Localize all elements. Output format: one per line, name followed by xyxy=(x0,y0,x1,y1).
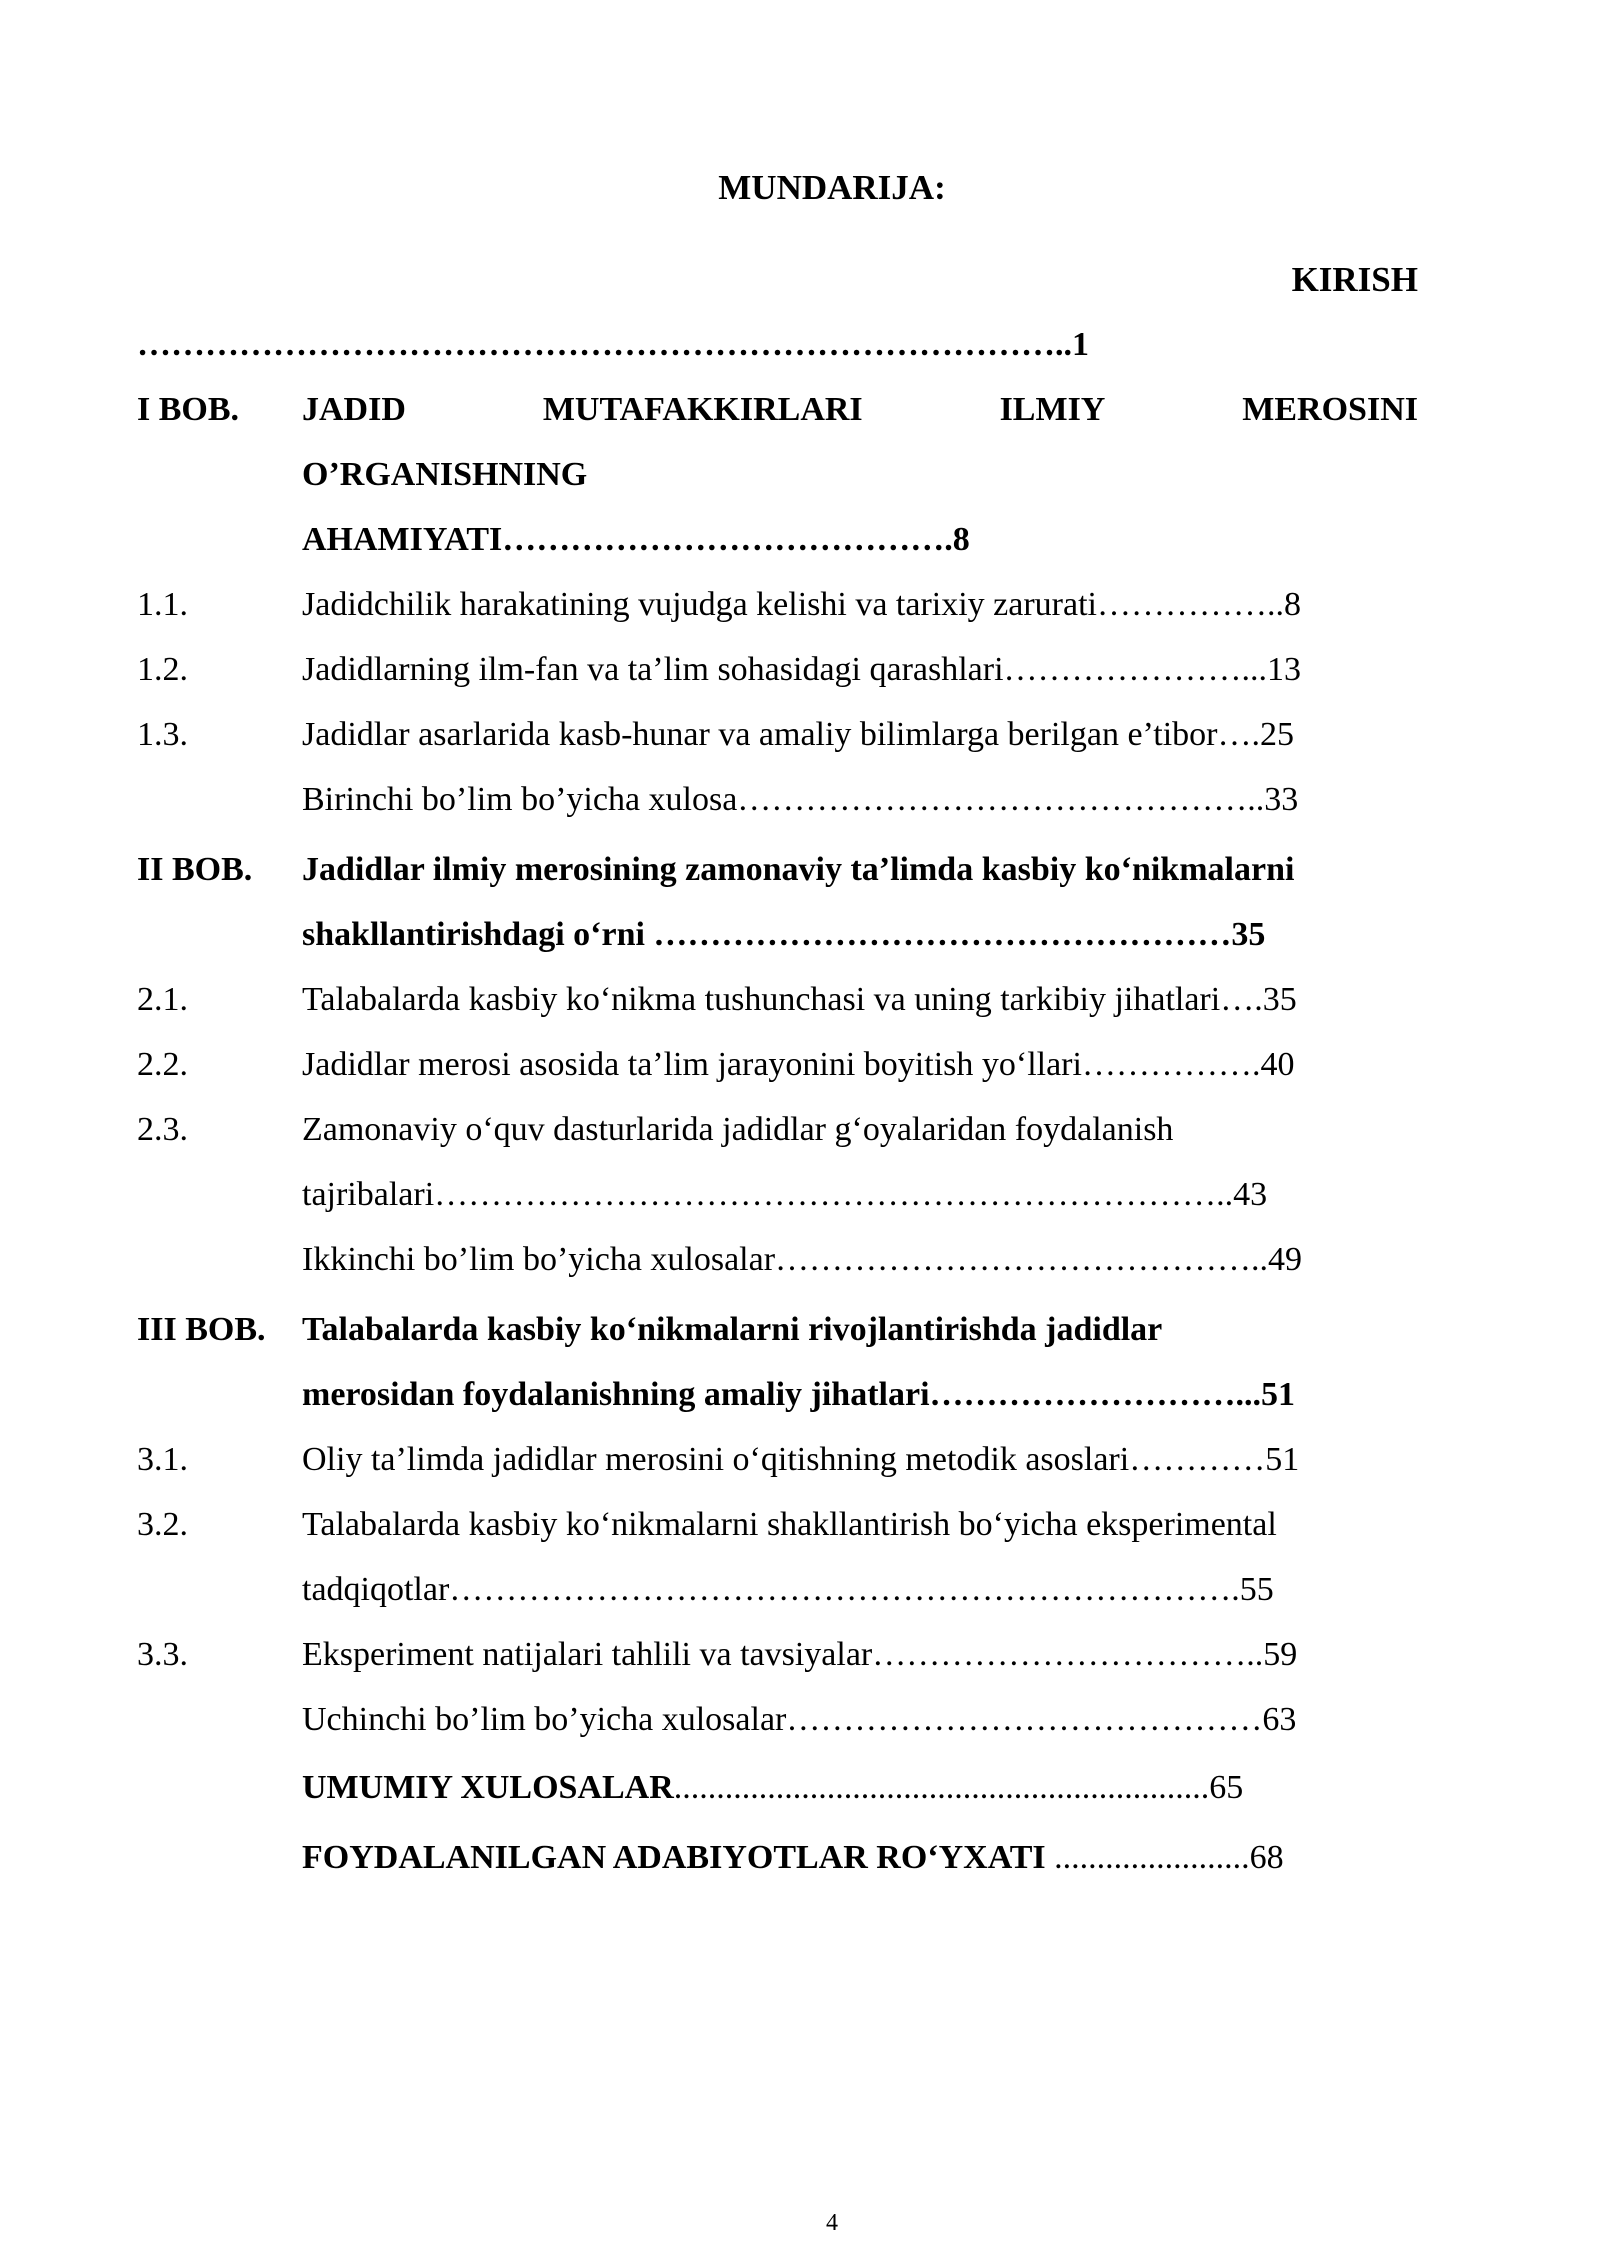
toc-entry-text: Jadidlar asarlarida kasb-hunar va amaliy bilimlarga berilgan e’tibor….25 xyxy=(302,716,1294,753)
toc-entry-text: Jadidlar merosi asosida ta’lim jarayonini boyitish yo‘llari…………….40 xyxy=(302,1046,1295,1083)
toc-conclusions-leader: ...............................................................65 xyxy=(673,1769,1244,1806)
toc-chapter-3-title-line1: Talabalarda kasbiy ko‘nikmalarni rivojlantirishda jadidlar xyxy=(302,1311,1163,1348)
toc-entry-number: 1.3. xyxy=(137,716,188,753)
toc-chapter-1-title-line3: AHAMIYATI………………………………….8 xyxy=(302,521,970,558)
toc-entry-text: Zamonaviy o‘quv dasturlarida jadidlar g‘oyalaridan foydalanish xyxy=(302,1111,1174,1148)
toc-entry-number: 3.2. xyxy=(137,1506,188,1543)
toc-chapter-1-word: ILMIY xyxy=(999,391,1106,428)
toc-entry-text: tajribalari……………………………………………………………..43 xyxy=(302,1176,1268,1213)
toc-chapter-3-title-line2: merosidan foydalanishning amaliy jihatlari………………………...51 xyxy=(302,1376,1296,1413)
toc-conclusions-label: UMUMIY XULOSALAR xyxy=(302,1769,674,1806)
toc-entry-text: tadqiqotlar…………………………………………………………….55 xyxy=(302,1571,1274,1608)
toc-chapter-2-number: II BOB. xyxy=(137,851,253,888)
toc-chapter-3-number: III BOB. xyxy=(137,1311,266,1348)
toc-references xyxy=(302,1838,1284,1878)
toc-chapter-1-word: MUTAFAKKIRLARI xyxy=(542,391,863,428)
toc-chapter-1-word: MEROSINI xyxy=(1242,391,1418,428)
toc-entry-text: Jadidchilik harakatining vujudga kelishi va tarixiy zarurati……………..8 xyxy=(302,586,1301,623)
toc-chapter-2-title-line2: shakllantirishdagi o‘rni ……………………………………………35 xyxy=(302,916,1266,953)
toc-entry-number: 3.3. xyxy=(137,1636,188,1673)
toc-entry-text: Jadidlarning ilm-fan va ta’lim sohasidagi qarashlari…………………...13 xyxy=(302,651,1302,688)
toc-chapter-1-word: JADID xyxy=(302,391,406,428)
toc-entry-text: Ikkinchi bo’lim bo’yicha xulosalar……………………………………..49 xyxy=(302,1241,1303,1278)
toc-conclusions xyxy=(302,1768,1243,1808)
toc-chapter-1-number: I BOB. xyxy=(137,391,240,428)
page-number: 4 xyxy=(826,2210,838,2236)
toc-kirish-leader: ………………………………………………………………………..1 xyxy=(137,326,1089,363)
toc-chapter-1-title-line2: O’RGANISHNING xyxy=(302,456,588,493)
toc-kirish-label: KIRISH xyxy=(1291,260,1418,299)
toc-entry-number: 2.1. xyxy=(137,981,188,1018)
toc-entry-text: Eksperiment natijalari tahlili va tavsiyalar……………………………..59 xyxy=(302,1636,1298,1673)
toc-chapter-2-title-line1: Jadidlar ilmiy merosining zamonaviy ta’limda kasbiy ko‘nikmalarni xyxy=(302,851,1295,888)
toc-entry-number: 1.2. xyxy=(137,651,188,688)
toc-entry-text: Oliy ta’limda jadidlar merosini o‘qitishning metodik asoslari…………51 xyxy=(302,1441,1300,1478)
toc-entry-number: 3.1. xyxy=(137,1441,188,1478)
toc-entry-number: 1.1. xyxy=(137,586,188,623)
toc-entry-number: 2.2. xyxy=(137,1046,188,1083)
toc-entry-text: Talabalarda kasbiy ko‘nikma tushunchasi va uning tarkibiy jihatlari….35 xyxy=(302,981,1297,1018)
toc-entry-text: Talabalarda kasbiy ko‘nikmalarni shakllantirish bo‘yicha eksperimental xyxy=(302,1506,1277,1543)
toc-chapter-1-title-line1 xyxy=(302,390,1418,430)
toc-entry-text: Uchinchi bo’lim bo’yicha xulosalar……………………………………63 xyxy=(302,1701,1297,1738)
page-title: MUNDARIJA: xyxy=(718,168,946,207)
toc-entry-number: 2.3. xyxy=(137,1111,188,1148)
toc-entry-text: Birinchi bo’lim bo’yicha xulosa………………………………………..33 xyxy=(302,781,1299,818)
toc-references-leader: .......................68 xyxy=(1045,1839,1284,1876)
toc-references-label: FOYDALANILGAN ADABIYOTLAR RO‘YXATI xyxy=(302,1839,1046,1876)
